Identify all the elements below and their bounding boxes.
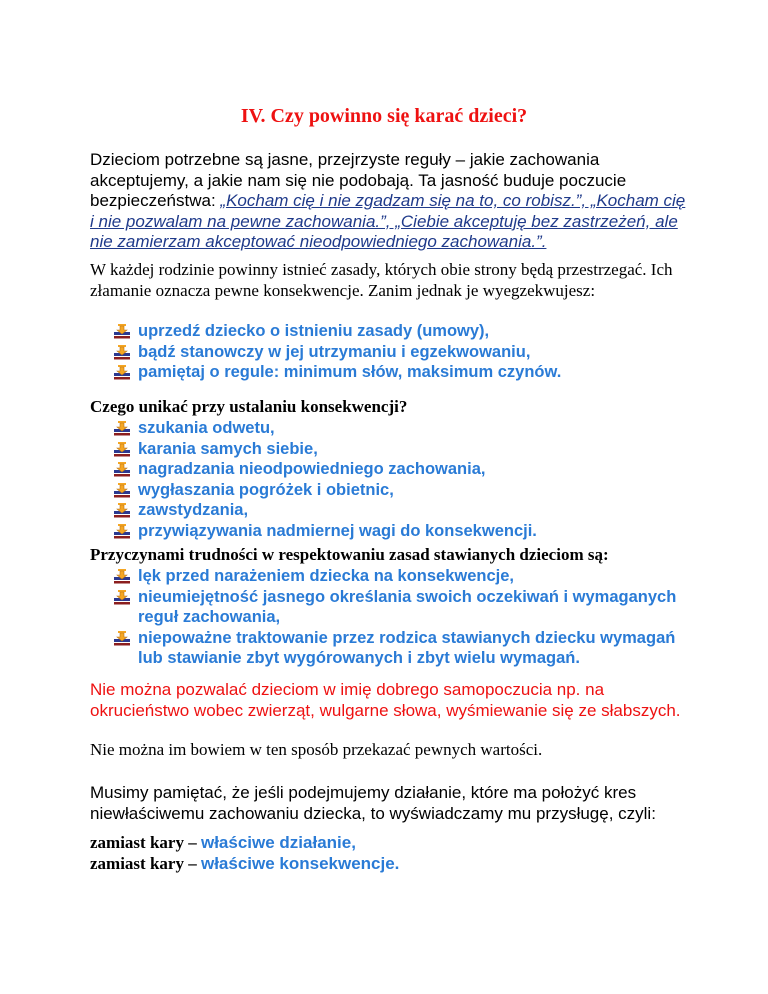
instead-line: zamiast kary – właściwe działanie, xyxy=(90,833,356,852)
arrow-bullet-icon xyxy=(114,483,130,498)
page-title: IV. Czy powinno się karać dzieci? xyxy=(240,105,528,127)
arrow-bullet-icon xyxy=(114,442,130,457)
list-item: nagradzania nieodpowiedniego zachowania, xyxy=(114,459,694,480)
arrow-bullet-icon xyxy=(114,365,130,380)
arrow-bullet-icon xyxy=(114,462,130,477)
arrow-bullet-icon xyxy=(114,590,130,605)
intro-paragraph xyxy=(90,150,690,253)
list-item: zawstydzania, xyxy=(114,500,694,521)
arrow-bullet-icon xyxy=(114,524,130,539)
arrow-bullet-icon xyxy=(114,503,130,518)
intro-quote-link[interactable]: „Kocham cię i nie zgadzam się na to, co robisz.”, „Kocham cię i nie pozwalam na pewne zachowania.”, „Ciebie akceptuję bez zastrzeżeń, ale nie zamierzam akceptować nieodpowiedniego zachowania.”. xyxy=(90,191,686,251)
arrow-bullet-icon xyxy=(114,631,130,646)
instead-lines xyxy=(90,833,690,874)
avoid-list xyxy=(114,418,694,541)
arrow-bullet-icon xyxy=(114,421,130,436)
arrow-bullet-icon xyxy=(114,345,130,360)
warning-paragraph: Nie można pozwalać dzieciom w imię dobrego samopoczucia np. na okrucieństwo wobec zwierząt, wulgarne słowa, wyśmiewanie się ze słabszych. xyxy=(90,680,681,720)
rules-paragraph: W każdej rodzinie powinny istnieć zasady, których obie strony będą przestrzegać. Ich złamanie oznacza pewne konsekwencje. Zanim jednak je wyegzekwujesz: xyxy=(90,260,673,300)
list-item: wygłaszania pogróżek i obietnic, xyxy=(114,480,694,501)
intro-text: Dzieciom potrzebne są jasne, przejrzyste reguły – jakie zachowania akceptujemy, a jakie nam się nie podobają. Ta jasność buduje poczucie bezpieczeństwa: xyxy=(90,150,627,210)
list-item: bądź stanowczy w jej utrzymaniu i egzekwowaniu, xyxy=(114,342,694,363)
instead-line: zamiast kary – właściwe konsekwencje. xyxy=(90,853,400,873)
rules-list xyxy=(114,321,694,383)
list-item: uprzedź dziecko o istnieniu zasady (umowy), xyxy=(114,321,694,342)
arrow-bullet-icon xyxy=(114,324,130,339)
list-item: karania samych siebie, xyxy=(114,439,694,460)
list-item: niepoważne traktowanie przez rodzica stawianych dziecku wymagań lub stawianie zbyt wygórowanych i zbyt wielu wymagań. xyxy=(114,628,694,669)
list-item: lęk przed narażeniem dziecka na konsekwencje, xyxy=(114,566,694,587)
remember-paragraph: Musimy pamiętać, że jeśli podejmujemy działanie, które ma położyć kres niewłaściwemu zachowaniu dziecka, to wyświadczamy mu przysługę, czyli: xyxy=(90,783,656,823)
causes-heading: Przyczynami trudności w respektowaniu zasad stawianych dzieciom są: xyxy=(90,545,609,564)
list-item: przywiązywania nadmiernej wagi do konsekwencji. xyxy=(114,521,694,542)
values-paragraph: Nie można im bowiem w ten sposób przekazać pewnych wartości. xyxy=(90,740,543,759)
arrow-bullet-icon xyxy=(114,569,130,584)
avoid-heading: Czego unikać przy ustalaniu konsekwencji? xyxy=(90,397,408,416)
causes-list xyxy=(114,566,694,669)
list-item: pamiętaj o regule: minimum słów, maksimum czynów. xyxy=(114,362,694,383)
list-item: nieumiejętność jasnego określania swoich oczekiwań i wymaganych reguł zachowania, xyxy=(114,587,694,628)
list-item: szukania odwetu, xyxy=(114,418,694,439)
